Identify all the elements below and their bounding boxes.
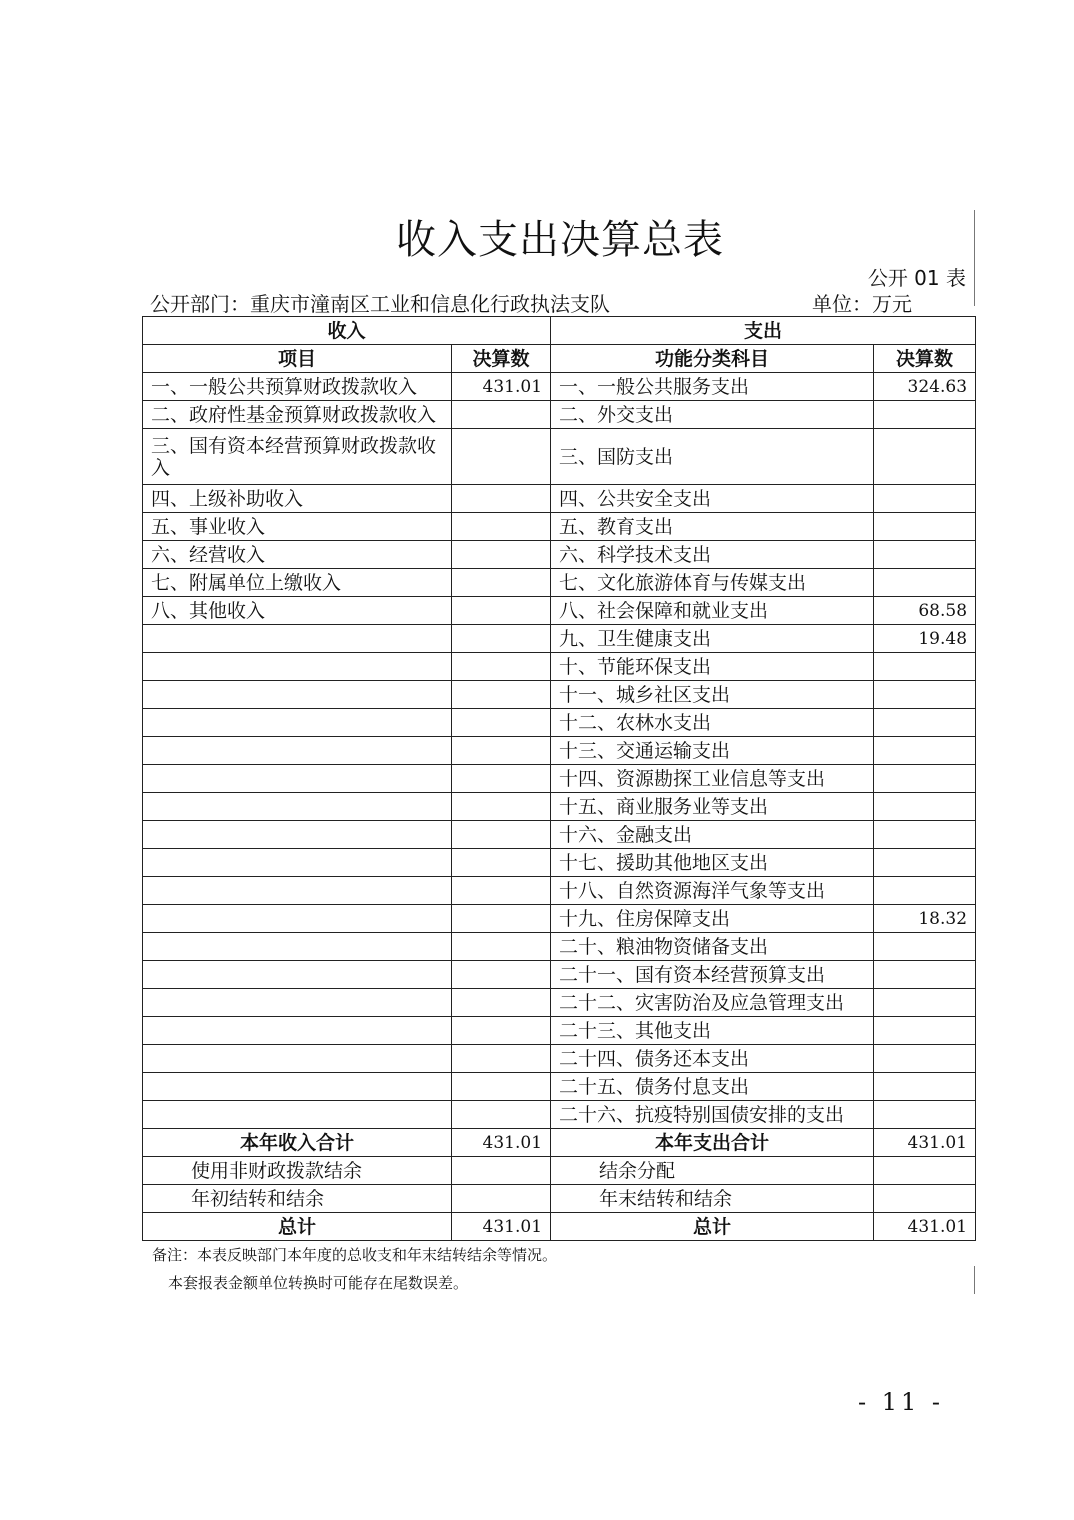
carryover-row-2 <box>143 1185 976 1213</box>
page-title: 收入支出决算总表 <box>396 217 724 263</box>
income-item <box>143 849 452 877</box>
income-value <box>452 1045 551 1073</box>
expense-value <box>874 653 976 681</box>
year-total-row <box>143 1129 976 1157</box>
note-line-1: 备注：本表反映部门本年度的总收支和年末结转结余等情况。 <box>152 1246 558 1264</box>
table-row <box>143 933 976 961</box>
income-item <box>143 821 452 849</box>
income-value <box>452 653 551 681</box>
income-item: 五、事业收入 <box>143 513 452 541</box>
table-row <box>143 1017 976 1045</box>
expense-value <box>874 737 976 765</box>
income-item <box>143 877 452 905</box>
table-row <box>143 401 976 429</box>
expense-item: 十三、交通运输支出 <box>551 737 874 765</box>
income-value <box>452 933 551 961</box>
table-row <box>143 597 976 625</box>
total-expense-value: 431.01 <box>874 1213 976 1241</box>
expense-item: 八、社会保障和就业支出 <box>551 597 874 625</box>
table-row <box>143 513 976 541</box>
table-row <box>143 373 976 401</box>
expense-item: 三、国防支出 <box>551 429 874 485</box>
table-row <box>143 849 976 877</box>
expense-value: 68.58 <box>874 597 976 625</box>
expense-item: 十八、自然资源海洋气象等支出 <box>551 877 874 905</box>
income-value <box>452 1073 551 1101</box>
income-item <box>143 1073 452 1101</box>
income-value <box>452 821 551 849</box>
income-item: 六、经营收入 <box>143 541 452 569</box>
expense-item: 十六、金融支出 <box>551 821 874 849</box>
table-row <box>143 961 976 989</box>
form-number: 公开 01 表 <box>867 266 966 290</box>
expense-item: 二十一、国有资本经营预算支出 <box>551 961 874 989</box>
table-row <box>143 821 976 849</box>
income-item <box>143 653 452 681</box>
surplus-dist-value <box>874 1157 976 1185</box>
income-item <box>143 1017 452 1045</box>
table-row <box>143 989 976 1017</box>
expense-item: 九、卫生健康支出 <box>551 625 874 653</box>
expense-value <box>874 569 976 597</box>
income-value <box>452 541 551 569</box>
expense-item: 一、一般公共服务支出 <box>551 373 874 401</box>
table-row <box>143 737 976 765</box>
amount-header-2: 决算数 <box>874 345 976 373</box>
expense-value <box>874 541 976 569</box>
table-row <box>143 1073 976 1101</box>
income-item: 七、附属单位上缴收入 <box>143 569 452 597</box>
income-value <box>452 989 551 1017</box>
expense-item: 二十六、抗疫特别国债安排的支出 <box>551 1101 874 1129</box>
expense-value: 19.48 <box>874 625 976 653</box>
expense-item: 五、教育支出 <box>551 513 874 541</box>
note-line-2: 本套报表金额单位转换时可能存在尾数误差。 <box>168 1274 469 1292</box>
income-item <box>143 1045 452 1073</box>
income-value <box>452 765 551 793</box>
table-row <box>143 709 976 737</box>
income-value <box>452 597 551 625</box>
expense-item: 二、外交支出 <box>551 401 874 429</box>
expense-item: 七、文化旅游体育与传媒支出 <box>551 569 874 597</box>
item-header: 项目 <box>143 345 452 373</box>
income-value: 431.01 <box>452 373 551 401</box>
expense-value <box>874 961 976 989</box>
expense-value <box>874 485 976 513</box>
income-value <box>452 961 551 989</box>
income-item <box>143 793 452 821</box>
table-row <box>143 653 976 681</box>
total-expense-label: 总计 <box>551 1213 874 1241</box>
year-income-value: 431.01 <box>452 1129 551 1157</box>
income-item <box>143 737 452 765</box>
income-value <box>452 681 551 709</box>
margin-rule-bottom <box>974 1266 975 1294</box>
expense-item: 十一、城乡社区支出 <box>551 681 874 709</box>
category-header: 功能分类科目 <box>551 345 874 373</box>
income-item <box>143 765 452 793</box>
income-value <box>452 513 551 541</box>
header-row-2 <box>143 345 976 373</box>
table-row <box>143 877 976 905</box>
income-value <box>452 737 551 765</box>
begin-value <box>452 1185 551 1213</box>
income-value <box>452 1017 551 1045</box>
expense-item: 二十、粮油物资储备支出 <box>551 933 874 961</box>
income-item <box>143 961 452 989</box>
end-label: 年末结转和结余 <box>551 1185 874 1213</box>
expense-value <box>874 765 976 793</box>
header-row-1 <box>143 317 976 345</box>
income-item <box>143 625 452 653</box>
expense-item: 二十二、灾害防治及应急管理支出 <box>551 989 874 1017</box>
income-item <box>143 1101 452 1129</box>
table-row <box>143 541 976 569</box>
table-row <box>143 625 976 653</box>
expense-value <box>874 933 976 961</box>
income-value <box>452 429 551 485</box>
total-income-value: 431.01 <box>452 1213 551 1241</box>
income-value <box>452 1101 551 1129</box>
expense-value <box>874 1101 976 1129</box>
expense-value <box>874 513 976 541</box>
expense-value: 324.63 <box>874 373 976 401</box>
expense-value <box>874 1045 976 1073</box>
income-value <box>452 625 551 653</box>
department-label: 公开部门：重庆市潼南区工业和信息化行政执法支队 <box>150 292 610 316</box>
expense-item: 十五、商业服务业等支出 <box>551 793 874 821</box>
expense-value <box>874 821 976 849</box>
end-value <box>874 1185 976 1213</box>
income-value <box>452 793 551 821</box>
carryover-row-1 <box>143 1157 976 1185</box>
income-item: 二、政府性基金预算财政拨款收入 <box>143 401 452 429</box>
unit-label: 单位：万元 <box>812 292 912 316</box>
expense-header: 支出 <box>551 317 976 345</box>
income-value <box>452 849 551 877</box>
income-item <box>143 905 452 933</box>
expense-value <box>874 989 976 1017</box>
income-item <box>143 709 452 737</box>
expense-value <box>874 709 976 737</box>
income-value <box>452 401 551 429</box>
nonfiscal-label: 使用非财政拨款结余 <box>143 1157 452 1185</box>
expense-item: 四、公共安全支出 <box>551 485 874 513</box>
income-value <box>452 485 551 513</box>
table-row <box>143 1045 976 1073</box>
income-item: 三、国有资本经营预算财政拨款收入 <box>143 429 452 485</box>
table-row <box>143 793 976 821</box>
table-row <box>143 765 976 793</box>
expense-item: 十、节能环保支出 <box>551 653 874 681</box>
year-expense-label: 本年支出合计 <box>551 1129 874 1157</box>
income-item <box>143 681 452 709</box>
expense-item: 十九、住房保障支出 <box>551 905 874 933</box>
income-item <box>143 989 452 1017</box>
year-expense-value: 431.01 <box>874 1129 976 1157</box>
expense-value <box>874 681 976 709</box>
expense-value: 18.32 <box>874 905 976 933</box>
expense-item: 六、科学技术支出 <box>551 541 874 569</box>
income-header: 收入 <box>143 317 551 345</box>
expense-item: 十二、农林水支出 <box>551 709 874 737</box>
total-income-label: 总计 <box>143 1213 452 1241</box>
table-row <box>143 569 976 597</box>
year-income-label: 本年收入合计 <box>143 1129 452 1157</box>
income-item: 一、一般公共预算财政拨款收入 <box>143 373 452 401</box>
expense-value <box>874 429 976 485</box>
expense-value <box>874 849 976 877</box>
expense-item: 二十四、债务还本支出 <box>551 1045 874 1073</box>
table-row <box>143 905 976 933</box>
income-value <box>452 905 551 933</box>
expense-value <box>874 1073 976 1101</box>
expense-value <box>874 793 976 821</box>
income-value <box>452 569 551 597</box>
expense-item: 十四、资源勘探工业信息等支出 <box>551 765 874 793</box>
page-number: - 11 - <box>858 1388 945 1416</box>
surplus-dist-label: 结余分配 <box>551 1157 874 1185</box>
grand-total-row <box>143 1213 976 1241</box>
income-value <box>452 709 551 737</box>
nonfiscal-value <box>452 1157 551 1185</box>
table-row <box>143 485 976 513</box>
expense-value <box>874 401 976 429</box>
table-row <box>143 429 976 485</box>
amount-header: 决算数 <box>452 345 551 373</box>
expense-value <box>874 877 976 905</box>
begin-label: 年初结转和结余 <box>143 1185 452 1213</box>
expense-value <box>874 1017 976 1045</box>
income-item: 四、上级补助收入 <box>143 485 452 513</box>
income-value <box>452 877 551 905</box>
table-row <box>143 681 976 709</box>
expense-item: 二十五、债务付息支出 <box>551 1073 874 1101</box>
expense-item: 十七、援助其他地区支出 <box>551 849 874 877</box>
income-item <box>143 933 452 961</box>
income-expense-table <box>142 316 976 1241</box>
expense-item: 二十三、其他支出 <box>551 1017 874 1045</box>
income-item: 八、其他收入 <box>143 597 452 625</box>
table-row <box>143 1101 976 1129</box>
